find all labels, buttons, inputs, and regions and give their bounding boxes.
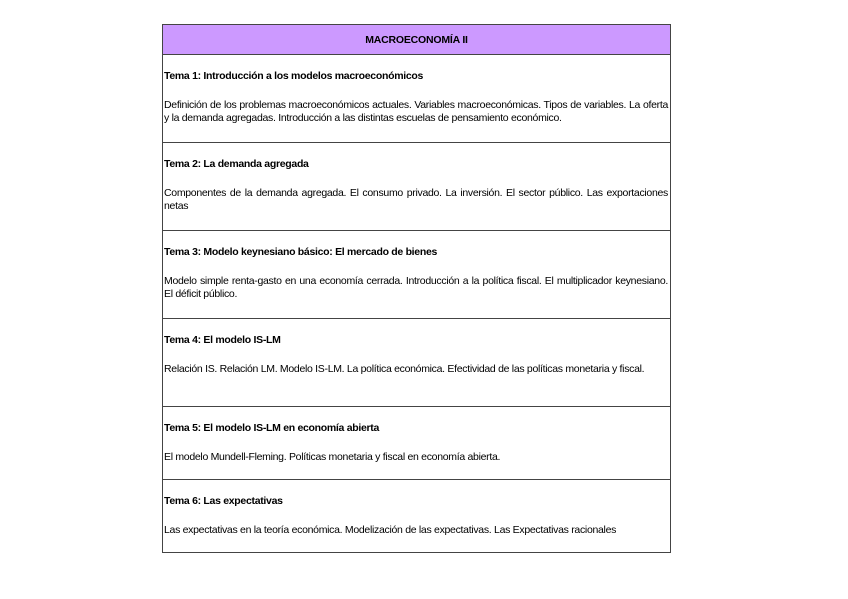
topic-description: Componentes de la demanda agregada. El consumo privado. La inversión. El sector público. Las exportaciones netas [164,187,668,212]
topic-row [163,143,670,231]
topic-title: Tema 5: El modelo IS-LM en economía abierta [164,422,380,434]
topic-row [163,231,670,319]
topic-row [163,407,670,480]
topic-row [163,319,670,407]
topic-title: Tema 6: Las expectativas [164,495,283,507]
course-title-header [163,25,670,55]
topic-row [163,480,670,553]
topic-title: Tema 2: La demanda agregada [164,158,309,170]
topic-description: Las expectativas en la teoría económica. Modelización de las expectativas. Las Expectativas racionales [164,524,617,536]
topic-description: Definición de los problemas macroeconómicos actuales. Variables macroeconómicas. Tipos de variables. La oferta y la demanda agregadas. Introducción a las distintas escuelas de pensamiento económico. [164,99,668,124]
topic-description: El modelo Mundell-Fleming. Políticas monetaria y fiscal en economía abierta. [164,451,501,463]
topic-description: Relación IS. Relación LM. Modelo IS-LM. La política económica. Efectividad de las políticas monetaria y fiscal. [164,363,645,375]
syllabus-table [162,24,671,553]
topic-title: Tema 1: Introducción a los modelos macroeconómicos [164,70,424,82]
topic-title: Tema 3: Modelo keynesiano básico: El mercado de bienes [164,246,438,258]
topic-description: Modelo simple renta-gasto en una economía cerrada. Introducción a la política fiscal. El multiplicador keynesiano. El déficit público. [164,275,668,300]
topic-title: Tema 4: El modelo IS-LM [164,334,281,346]
course-title: MACROECONOMÍA II [365,33,468,46]
topic-row [163,55,670,143]
